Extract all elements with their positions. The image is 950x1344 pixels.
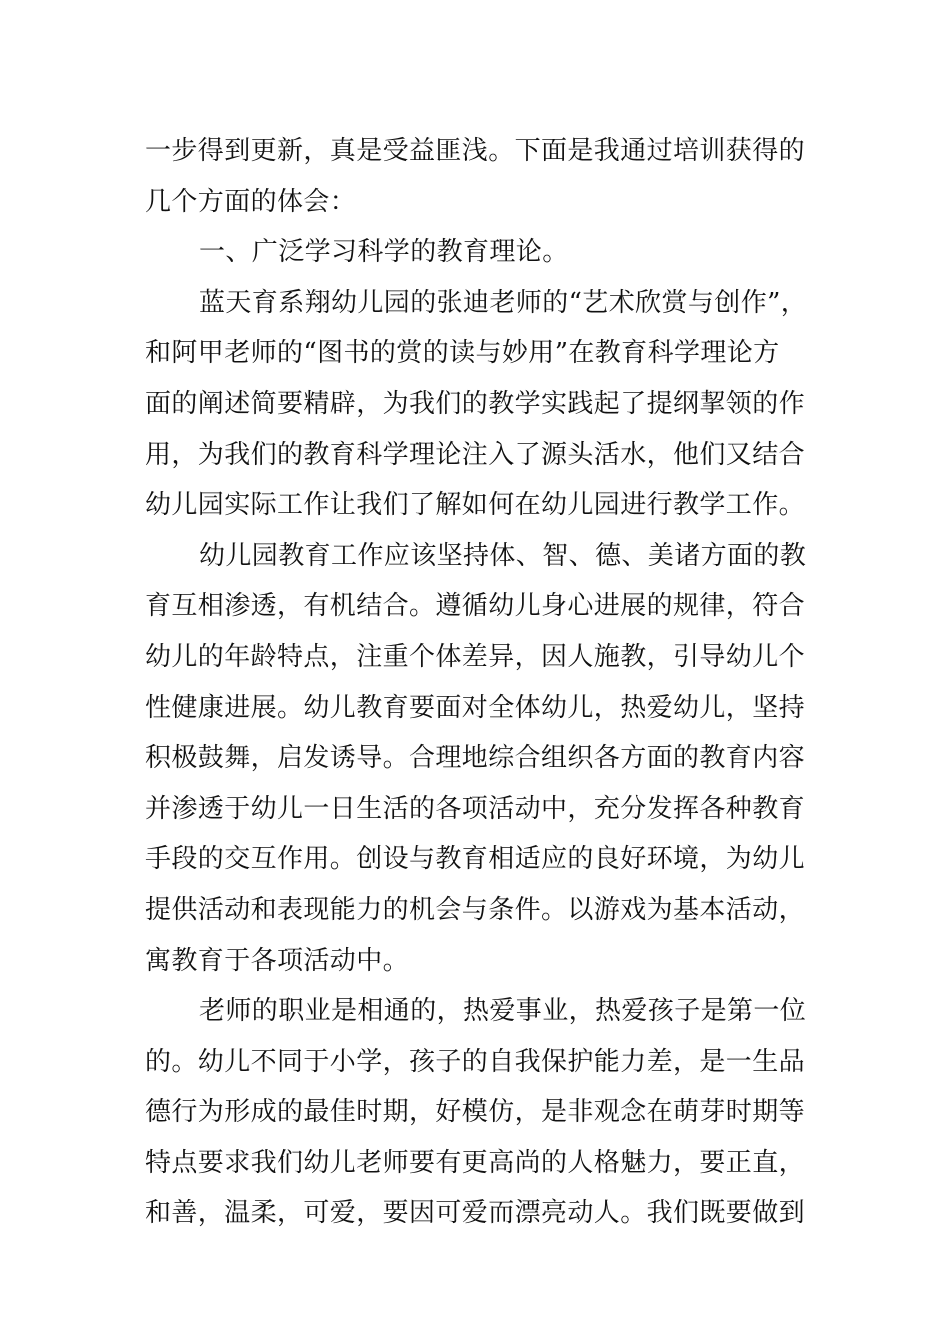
text-line: 几个方面的体会： [145,186,357,217]
text-line: 寓教育于各项活动中。 [145,945,410,976]
text-line: 的。幼儿不同于小学，孩子的自我保护能力差，是一生品 [145,1046,806,1077]
text-line: 用，为我们的教育科学理论注入了源头活水，他们又结合 [145,439,806,470]
text-line: 并渗透于幼儿一日生活的各项活动中，充分发挥各种教育 [145,793,806,824]
text-line: 性健康进展。幼儿教育要面对全体幼儿，热爱幼儿，坚持 [145,692,806,723]
text-line: 手段的交互作用。创设与教育相适应的良好环境，为幼儿 [145,844,806,875]
text-line: 幼儿园教育工作应该坚持体、智、德、美诸方面的教 [199,540,807,571]
text-line: 幼儿的年龄特点，注重个体差异，因人施教，引导幼儿个 [145,641,806,672]
text-line: 老师的职业是相通的，热爱事业，热爱孩子是第一位 [199,996,807,1027]
text-line: 提供活动和表现能力的机会与条件。以游戏为基本活动， [145,894,806,925]
text-line: 积极鼓舞，启发诱导。合理地综合组织各方面的教育内容 [145,743,806,774]
section-heading: 一、广泛学习科学的教育理论。 [199,237,569,268]
text-line: 和善，温柔，可爱，要因可爱而漂亮动人。我们既要做到 [145,1198,806,1229]
text-line: 和阿甲老师的“图书的赏的读与妙用”在教育科学理论方 [145,338,780,369]
text-line: 蓝天育系翔幼儿园的张迪老师的“艺术欣赏与创作”， [199,287,808,318]
text-line: 育互相渗透，有机结合。遵循幼儿身心进展的规律，符合 [145,591,806,622]
text-line: 幼儿园实际工作让我们了解如何在幼儿园进行教学工作。 [145,490,806,521]
body-text [145,126,809,1239]
text-line: 特点要求我们幼儿老师要有更高尚的人格魅力，要正直， [145,1147,806,1178]
text-line: 面的阐述简要精辟，为我们的教学实践起了提纲挈领的作 [145,388,806,419]
text-line: 德行为形成的最佳时期，好模仿，是非观念在萌芽时期等 [145,1097,806,1128]
text-line: 一步得到更新，真是受益匪浅。下面是我通过培训获得的 [145,136,806,166]
